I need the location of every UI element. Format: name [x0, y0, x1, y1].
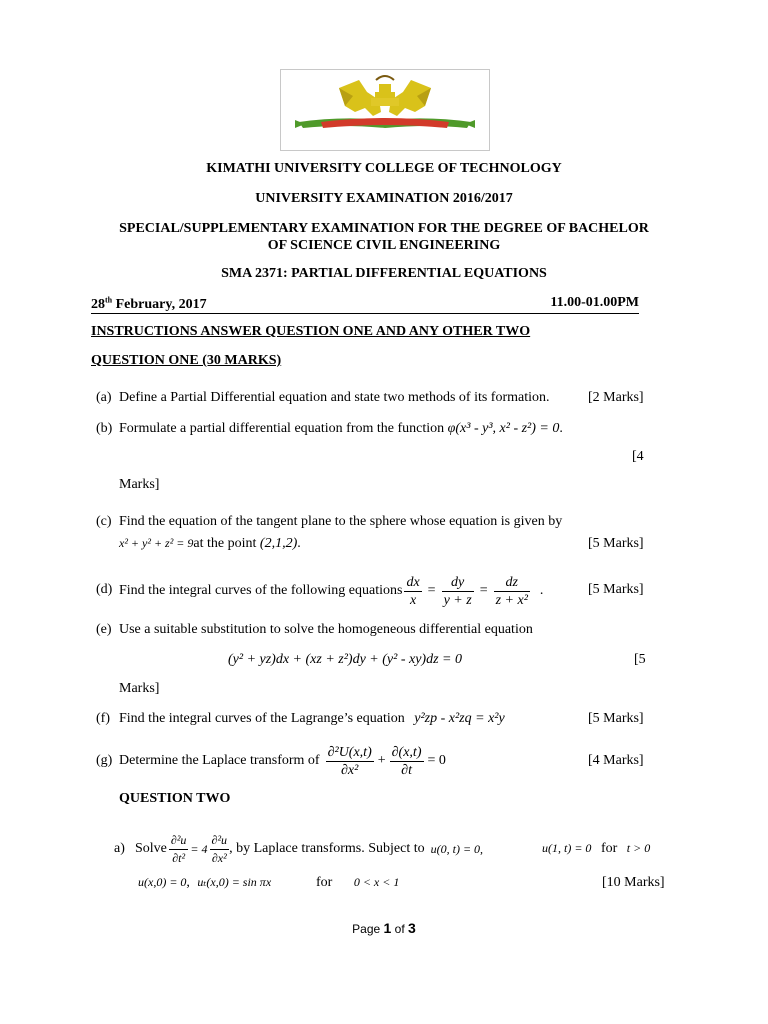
question-one-title: QUESTION ONE (30 MARKS) [91, 353, 282, 368]
q1b-function: φ(x³ - y³, x² - z²) = 0 [447, 421, 560, 436]
course-title: SMA 2371: PARTIAL DIFFERENTIAL EQUATIONS [221, 266, 547, 281]
q1d-frac1: $\frac{dx}{x}$ [406, 574, 420, 608]
q2a-frac2: $\frac{\text{∂²u}}{\text{∂x²}}$ [211, 832, 228, 865]
q1g-question: Determine the Laplace transform of $\frac{\text{∂²U(x,t)}}{\text{∂x²}}$ + $\frac{\partial(x,t)}{\partial t}$ = 0 [119, 744, 446, 778]
q1d-question: Find the integral curves of the following equations $\frac{dx}{x}$ = $\frac{dy}{y + z}$ = $\frac{dz}{\text{z + x²}}$ . [119, 574, 544, 608]
q1g-frac2: $\frac{\partial(x,t)}{\partial t}$ [391, 744, 422, 778]
q1f-label: (f) [96, 711, 110, 726]
q2a-bc2-line: u(1, t) = 0 for t > 0 [542, 841, 651, 856]
q1c-point: (2,1,2) [259, 536, 298, 551]
q1d-marks: [5 Marks] [588, 582, 644, 597]
q2a-question: Solve $\frac{\text{∂²u}}{\text{∂t²}}$ = 4 $\frac{\text{∂²u}}{\text{∂x²}}$ , by Laplace transforms. Subject to u(0, t) = 0, [135, 832, 484, 865]
q1g-marks: [4 Marks] [588, 753, 644, 768]
date-time-line [91, 295, 639, 314]
q2a-ic2: uₜ(x,0) = sin πx [197, 875, 272, 889]
q2a-cond1: t > 0 [626, 841, 651, 855]
q1c-label: (c) [96, 514, 112, 529]
q1f-question [119, 711, 505, 727]
instructions: INSTRUCTIONS ANSWER QUESTION ONE AND ANY OTHER TWO [91, 324, 531, 339]
q1c-text2: at the point [193, 536, 257, 551]
university-logo [280, 69, 490, 151]
exam-time: 11.00-01.00PM [550, 295, 639, 310]
q1f-text: Find the integral curves of the Lagrange’s equation [119, 711, 405, 726]
q1b-question [119, 421, 563, 437]
q1c-marks: [5 Marks] [588, 536, 644, 551]
q1e-text: Use a suitable substitution to solve the homogeneous differential equation [119, 622, 533, 637]
q1g-frac1: $\frac{\text{∂²U(x,t)}}{\text{∂x²}}$ [327, 744, 372, 778]
q1d-frac3: $\frac{dz}{\text{z + x²}}$ [495, 574, 528, 608]
q1e-equation: (y² + yz)dx + (xz + z²)dy + (y² - xy)dz = 0 [228, 652, 462, 667]
q2a-label: a) [114, 841, 125, 856]
logo-crest-icon [281, 70, 489, 150]
q1a-text: Define a Partial Differential equation and state two methods of its formation. [119, 390, 550, 405]
q1b-text: Formulate a partial differential equation from the function [119, 421, 445, 436]
q1d-label: (d) [96, 582, 113, 597]
q1a-label: (a) [96, 390, 112, 405]
q2a-initial-conditions: u(x,0) = 0, uₜ(x,0) = sin πx [138, 875, 272, 890]
q2a-ic1: u(x,0) = 0 [138, 875, 187, 889]
q2a-bc1: u(0, t) = 0, [430, 841, 484, 856]
q2a-frac1: $\frac{\text{∂²u}}{\text{∂t²}}$ [170, 832, 187, 865]
degree-title-line2: OF SCIENCE CIVIL ENGINEERING [267, 238, 501, 253]
q2a-cond2: 0 < x < 1 [353, 875, 400, 889]
q1e-marks-close: Marks] [119, 681, 160, 696]
q1g-label: (g) [96, 753, 113, 768]
q2a-cond2-line: for 0 < x < 1 [316, 875, 400, 890]
q1e-marks-open: [5 [634, 652, 646, 667]
q1c-sphere-eq: x² + y² + z² = 9 [119, 536, 194, 550]
q1a-marks: [2 Marks] [588, 390, 644, 405]
institution-title: KIMATHI UNIVERSITY COLLEGE OF TECHNOLOGY [206, 161, 562, 176]
q1b-label: (b) [96, 421, 113, 436]
q2a-marks: [10 Marks] [602, 875, 665, 890]
q1f-equation: y²zp - x²zq = x²y [414, 711, 505, 726]
q1b-marks-close: Marks] [119, 477, 160, 492]
exam-date: 28th February, 2017 [91, 295, 207, 312]
exam-title: UNIVERSITY EXAMINATION 2016/2017 [255, 191, 513, 206]
q1b-end: . [559, 421, 563, 436]
q1f-marks: [5 Marks] [588, 711, 644, 726]
q1g-text: Determine the Laplace transform of [119, 753, 320, 768]
q1d-text: Find the integral curves of the following equations [119, 583, 403, 598]
question-two-title: QUESTION TWO [119, 791, 231, 806]
page-footer: Page 1 of 3 [352, 920, 416, 936]
q1e-label: (e) [96, 622, 112, 637]
q1b-marks-open: [4 [632, 449, 644, 464]
q1c-text1: Find the equation of the tangent plane to the sphere whose equation is given by [119, 514, 563, 529]
q1c-line2: x² + y² + z² = 9at the point (2,1,2). [119, 536, 301, 551]
q1d-frac2: $\frac{dy}{y + z}$ [443, 574, 472, 608]
q2a-bc2: u(1, t) = 0 [542, 841, 592, 855]
degree-title-line1: SPECIAL/SUPPLEMENTARY EXAMINATION FOR THE DEGREE OF BACHELOR [119, 221, 649, 236]
